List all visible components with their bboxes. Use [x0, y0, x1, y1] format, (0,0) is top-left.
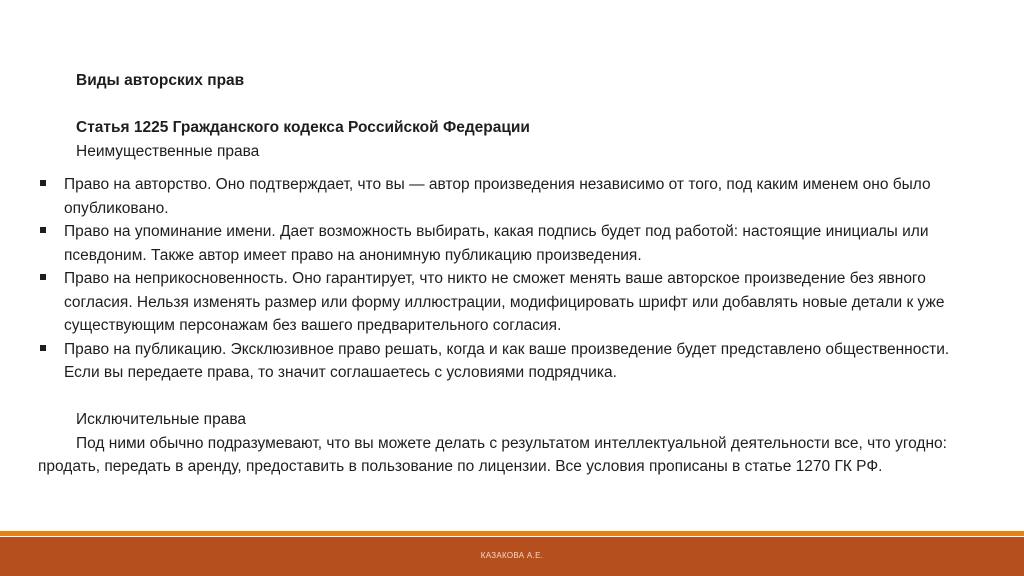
- exclusive-rights-paragraph: Под ними обычно подразумевают, что вы можете делать с результатом интеллектуальной деятельности все, что угодно: продать, передать в аренду, предоставить в пользование по лицензии. Все условия прописаны в статье 1270 ГК РФ.: [38, 434, 947, 475]
- list-item-text: Право на публикацию. Эксклюзивное право решать, когда и как ваше произведение будет представлено общественности. Если вы передаете права, то значит соглашаетесь с условиями подрядчика.: [64, 340, 950, 381]
- footer-accent-line: [0, 531, 1024, 536]
- section-heading-exclusive: Исключительные права: [76, 411, 247, 428]
- footer-bar: [0, 537, 1024, 576]
- bullet-icon: [40, 274, 46, 280]
- article-subtitle: Статья 1225 Гражданского кодекса Российской Федерации: [76, 119, 530, 136]
- footer-author: КАЗАКОВА А.Е.: [480, 551, 544, 560]
- list-item: [38, 220, 988, 267]
- section-heading-non-property: Неимущественные права: [76, 142, 260, 160]
- slide-content: [38, 69, 988, 479]
- list-item-text: Право на упоминание имени. Дает возможность выбирать, какая подпись будет под работой: настоящие инициалы или псевдоним. Также автор имеет право на анонимную публикацию произведения.: [64, 223, 929, 264]
- list-item: [38, 267, 988, 338]
- list-item: [38, 173, 988, 220]
- spacer: [38, 93, 988, 117]
- list-item: [38, 338, 988, 385]
- bullet-icon: [40, 345, 46, 351]
- slide-title: Виды авторских прав: [76, 72, 245, 89]
- spacer: [38, 385, 988, 409]
- list-item-text: Право на авторство. Оно подтверждает, что вы — автор произведения независимо от того, под каким именем оно было опубликовано.: [64, 176, 931, 217]
- bullet-icon: [40, 180, 46, 186]
- list-item-text: Право на неприкосновенность. Оно гарантирует, что никто не сможет менять ваше авторское произведение без явного согласия. Нельзя изменять размер или форму иллюстрации, модифицировать шрифт или добавлять новые детали к уже существующим персонажам без вашего предварительного согласия.: [64, 270, 945, 334]
- rights-list: [38, 173, 988, 385]
- bullet-icon: [40, 227, 46, 233]
